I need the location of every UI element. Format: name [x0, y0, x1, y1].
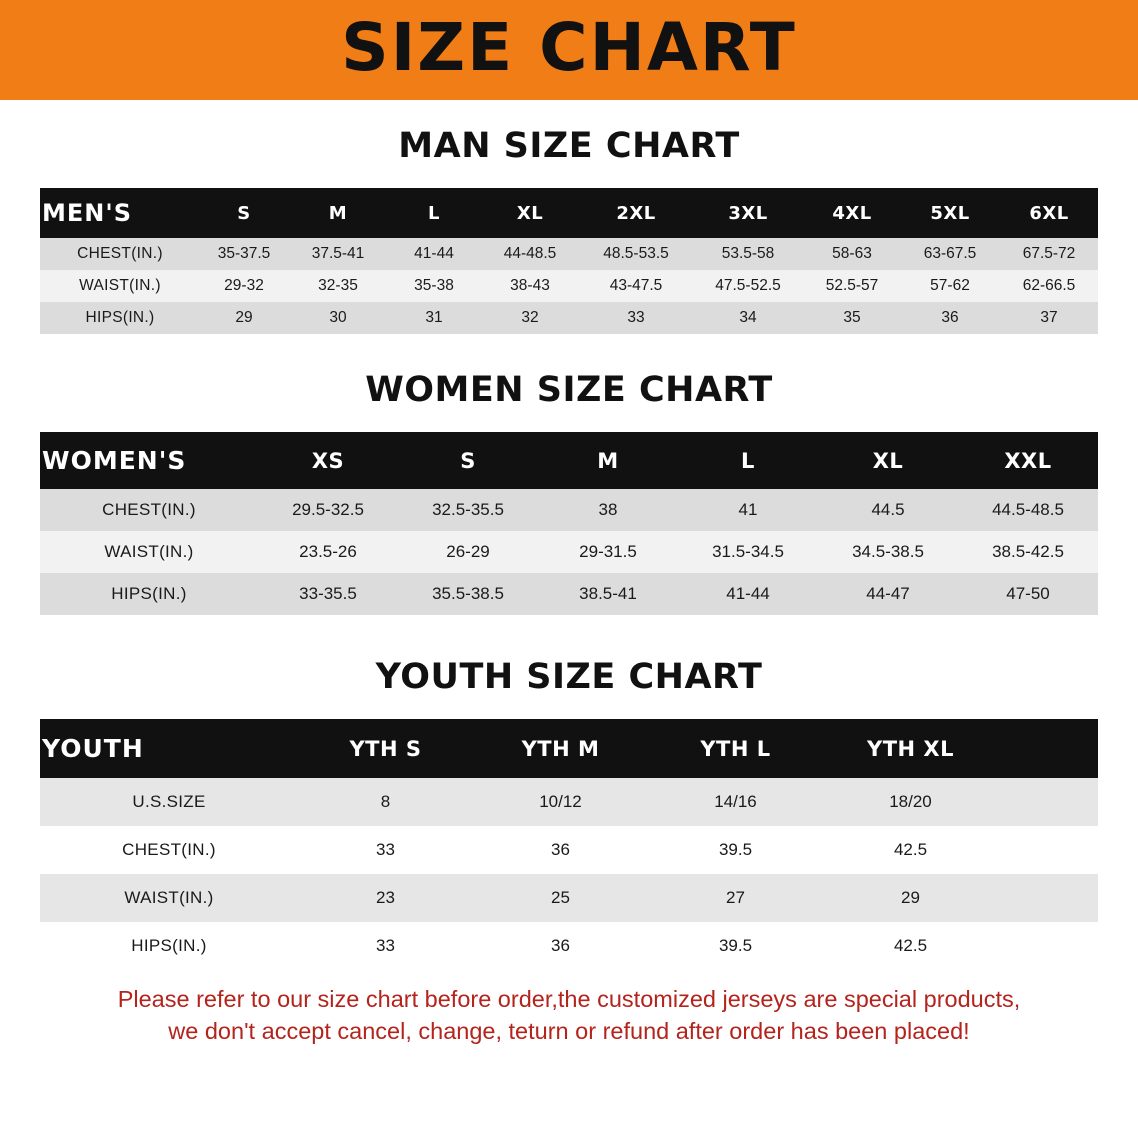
man-header-cell: 2XL — [580, 188, 692, 238]
table-cell: 44-48.5 — [480, 238, 580, 270]
table-cell: 39.5 — [648, 922, 823, 970]
youth-section-heading: YOUTH SIZE CHART — [375, 657, 763, 697]
banner — [0, 0, 1138, 100]
table-cell: 44.5-48.5 — [958, 489, 1098, 531]
row-label: HIPS(IN.) — [40, 302, 200, 334]
table-cell: 57-62 — [900, 270, 1000, 302]
table-cell: 23 — [298, 874, 473, 922]
table-cell: 29-31.5 — [538, 531, 678, 573]
table-cell: 33 — [580, 302, 692, 334]
table-row — [40, 302, 1098, 334]
table-cell: 44.5 — [818, 489, 958, 531]
row-label: WAIST(IN.) — [40, 270, 200, 302]
row-label: CHEST(IN.) — [40, 238, 200, 270]
table-cell: 67.5-72 — [1000, 238, 1098, 270]
table-row — [40, 531, 1098, 573]
disclaimer-note — [36, 984, 1102, 1047]
table-cell: 27 — [648, 874, 823, 922]
table-cell: 31.5-34.5 — [678, 531, 818, 573]
women-table-header-row — [40, 432, 1098, 489]
table-cell: 8 — [298, 778, 473, 826]
table-cell: 36 — [473, 826, 648, 874]
man-header-cell: MEN'S — [40, 188, 200, 238]
youth-table-header-row — [40, 719, 1098, 778]
table-cell: 36 — [473, 922, 648, 970]
table-cell: 10/12 — [473, 778, 648, 826]
man-size-table — [40, 188, 1098, 334]
table-cell: 37.5-41 — [288, 238, 388, 270]
man-header-cell: L — [388, 188, 480, 238]
table-cell: 48.5-53.5 — [580, 238, 692, 270]
table-cell: 25 — [473, 874, 648, 922]
page-title: SIZE CHART — [341, 9, 797, 86]
table-cell: 32-35 — [288, 270, 388, 302]
table-cell: 32 — [480, 302, 580, 334]
table-row — [40, 489, 1098, 531]
table-cell-spacer — [998, 874, 1098, 922]
table-cell: 29 — [823, 874, 998, 922]
row-label: U.S.SIZE — [40, 778, 298, 826]
man-header-cell: S — [200, 188, 288, 238]
table-cell: 42.5 — [823, 826, 998, 874]
table-cell: 38.5-41 — [538, 573, 678, 615]
table-cell: 14/16 — [648, 778, 823, 826]
youth-header-spacer — [998, 719, 1098, 778]
table-cell: 58-63 — [804, 238, 900, 270]
youth-table-wrap — [40, 719, 1098, 970]
row-label: HIPS(IN.) — [40, 573, 258, 615]
table-cell: 41 — [678, 489, 818, 531]
man-table-header-row — [40, 188, 1098, 238]
table-cell: 31 — [388, 302, 480, 334]
man-header-cell: 5XL — [900, 188, 1000, 238]
table-cell: 35 — [804, 302, 900, 334]
table-cell: 29 — [200, 302, 288, 334]
women-header-cell: WOMEN'S — [40, 432, 258, 489]
table-cell: 44-47 — [818, 573, 958, 615]
table-cell: 29.5-32.5 — [258, 489, 398, 531]
table-row — [40, 270, 1098, 302]
table-row — [40, 573, 1098, 615]
table-cell: 23.5-26 — [258, 531, 398, 573]
table-cell-spacer — [998, 922, 1098, 970]
man-header-cell: 3XL — [692, 188, 804, 238]
women-header-cell: L — [678, 432, 818, 489]
man-header-cell: 6XL — [1000, 188, 1098, 238]
table-cell: 53.5-58 — [692, 238, 804, 270]
table-cell: 18/20 — [823, 778, 998, 826]
youth-header-cell: YOUTH — [40, 719, 298, 778]
row-label: WAIST(IN.) — [40, 531, 258, 573]
women-header-cell: S — [398, 432, 538, 489]
disclaimer-line-1: Please refer to our size chart before order,the customized jerseys are special products, — [117, 986, 1021, 1012]
table-cell: 26-29 — [398, 531, 538, 573]
table-cell: 38.5-42.5 — [958, 531, 1098, 573]
table-cell: 33 — [298, 922, 473, 970]
table-cell: 52.5-57 — [804, 270, 900, 302]
table-cell: 63-67.5 — [900, 238, 1000, 270]
table-cell: 35-38 — [388, 270, 480, 302]
man-table-wrap — [40, 188, 1098, 334]
table-row — [40, 238, 1098, 270]
table-cell-spacer — [998, 778, 1098, 826]
women-size-table — [40, 432, 1098, 615]
table-cell: 34.5-38.5 — [818, 531, 958, 573]
table-cell: 47.5-52.5 — [692, 270, 804, 302]
table-cell: 41-44 — [678, 573, 818, 615]
man-section-heading: MAN SIZE CHART — [398, 126, 740, 166]
table-cell: 43-47.5 — [580, 270, 692, 302]
table-cell: 35-37.5 — [200, 238, 288, 270]
man-header-cell: 4XL — [804, 188, 900, 238]
youth-header-cell: YTH L — [648, 719, 823, 778]
disclaimer-line-2: we don't accept cancel, change, teturn or refund after order has been placed! — [168, 1017, 970, 1044]
table-cell: 29-32 — [200, 270, 288, 302]
row-label: WAIST(IN.) — [40, 874, 298, 922]
table-row — [40, 778, 1098, 826]
women-table-wrap — [40, 432, 1098, 615]
man-header-cell: XL — [480, 188, 580, 238]
row-label: CHEST(IN.) — [40, 489, 258, 531]
women-header-cell: M — [538, 432, 678, 489]
table-row — [40, 874, 1098, 922]
table-cell: 32.5-35.5 — [398, 489, 538, 531]
table-cell: 42.5 — [823, 922, 998, 970]
women-header-cell: XXL — [958, 432, 1098, 489]
women-section-heading: WOMEN SIZE CHART — [365, 370, 773, 410]
row-label: HIPS(IN.) — [40, 922, 298, 970]
table-cell: 35.5-38.5 — [398, 573, 538, 615]
row-label: CHEST(IN.) — [40, 826, 298, 874]
table-cell: 62-66.5 — [1000, 270, 1098, 302]
man-header-cell: M — [288, 188, 388, 238]
table-cell: 39.5 — [648, 826, 823, 874]
table-cell: 38-43 — [480, 270, 580, 302]
table-cell: 38 — [538, 489, 678, 531]
table-cell: 34 — [692, 302, 804, 334]
table-cell: 37 — [1000, 302, 1098, 334]
table-cell: 33 — [298, 826, 473, 874]
youth-header-cell: YTH M — [473, 719, 648, 778]
table-cell: 33-35.5 — [258, 573, 398, 615]
table-cell: 30 — [288, 302, 388, 334]
table-cell: 41-44 — [388, 238, 480, 270]
youth-header-cell: YTH S — [298, 719, 473, 778]
table-row — [40, 826, 1098, 874]
table-row — [40, 922, 1098, 970]
women-header-cell: XS — [258, 432, 398, 489]
women-header-cell: XL — [818, 432, 958, 489]
youth-header-cell: YTH XL — [823, 719, 998, 778]
table-cell: 36 — [900, 302, 1000, 334]
table-cell: 47-50 — [958, 573, 1098, 615]
table-cell-spacer — [998, 826, 1098, 874]
youth-size-table — [40, 719, 1098, 970]
